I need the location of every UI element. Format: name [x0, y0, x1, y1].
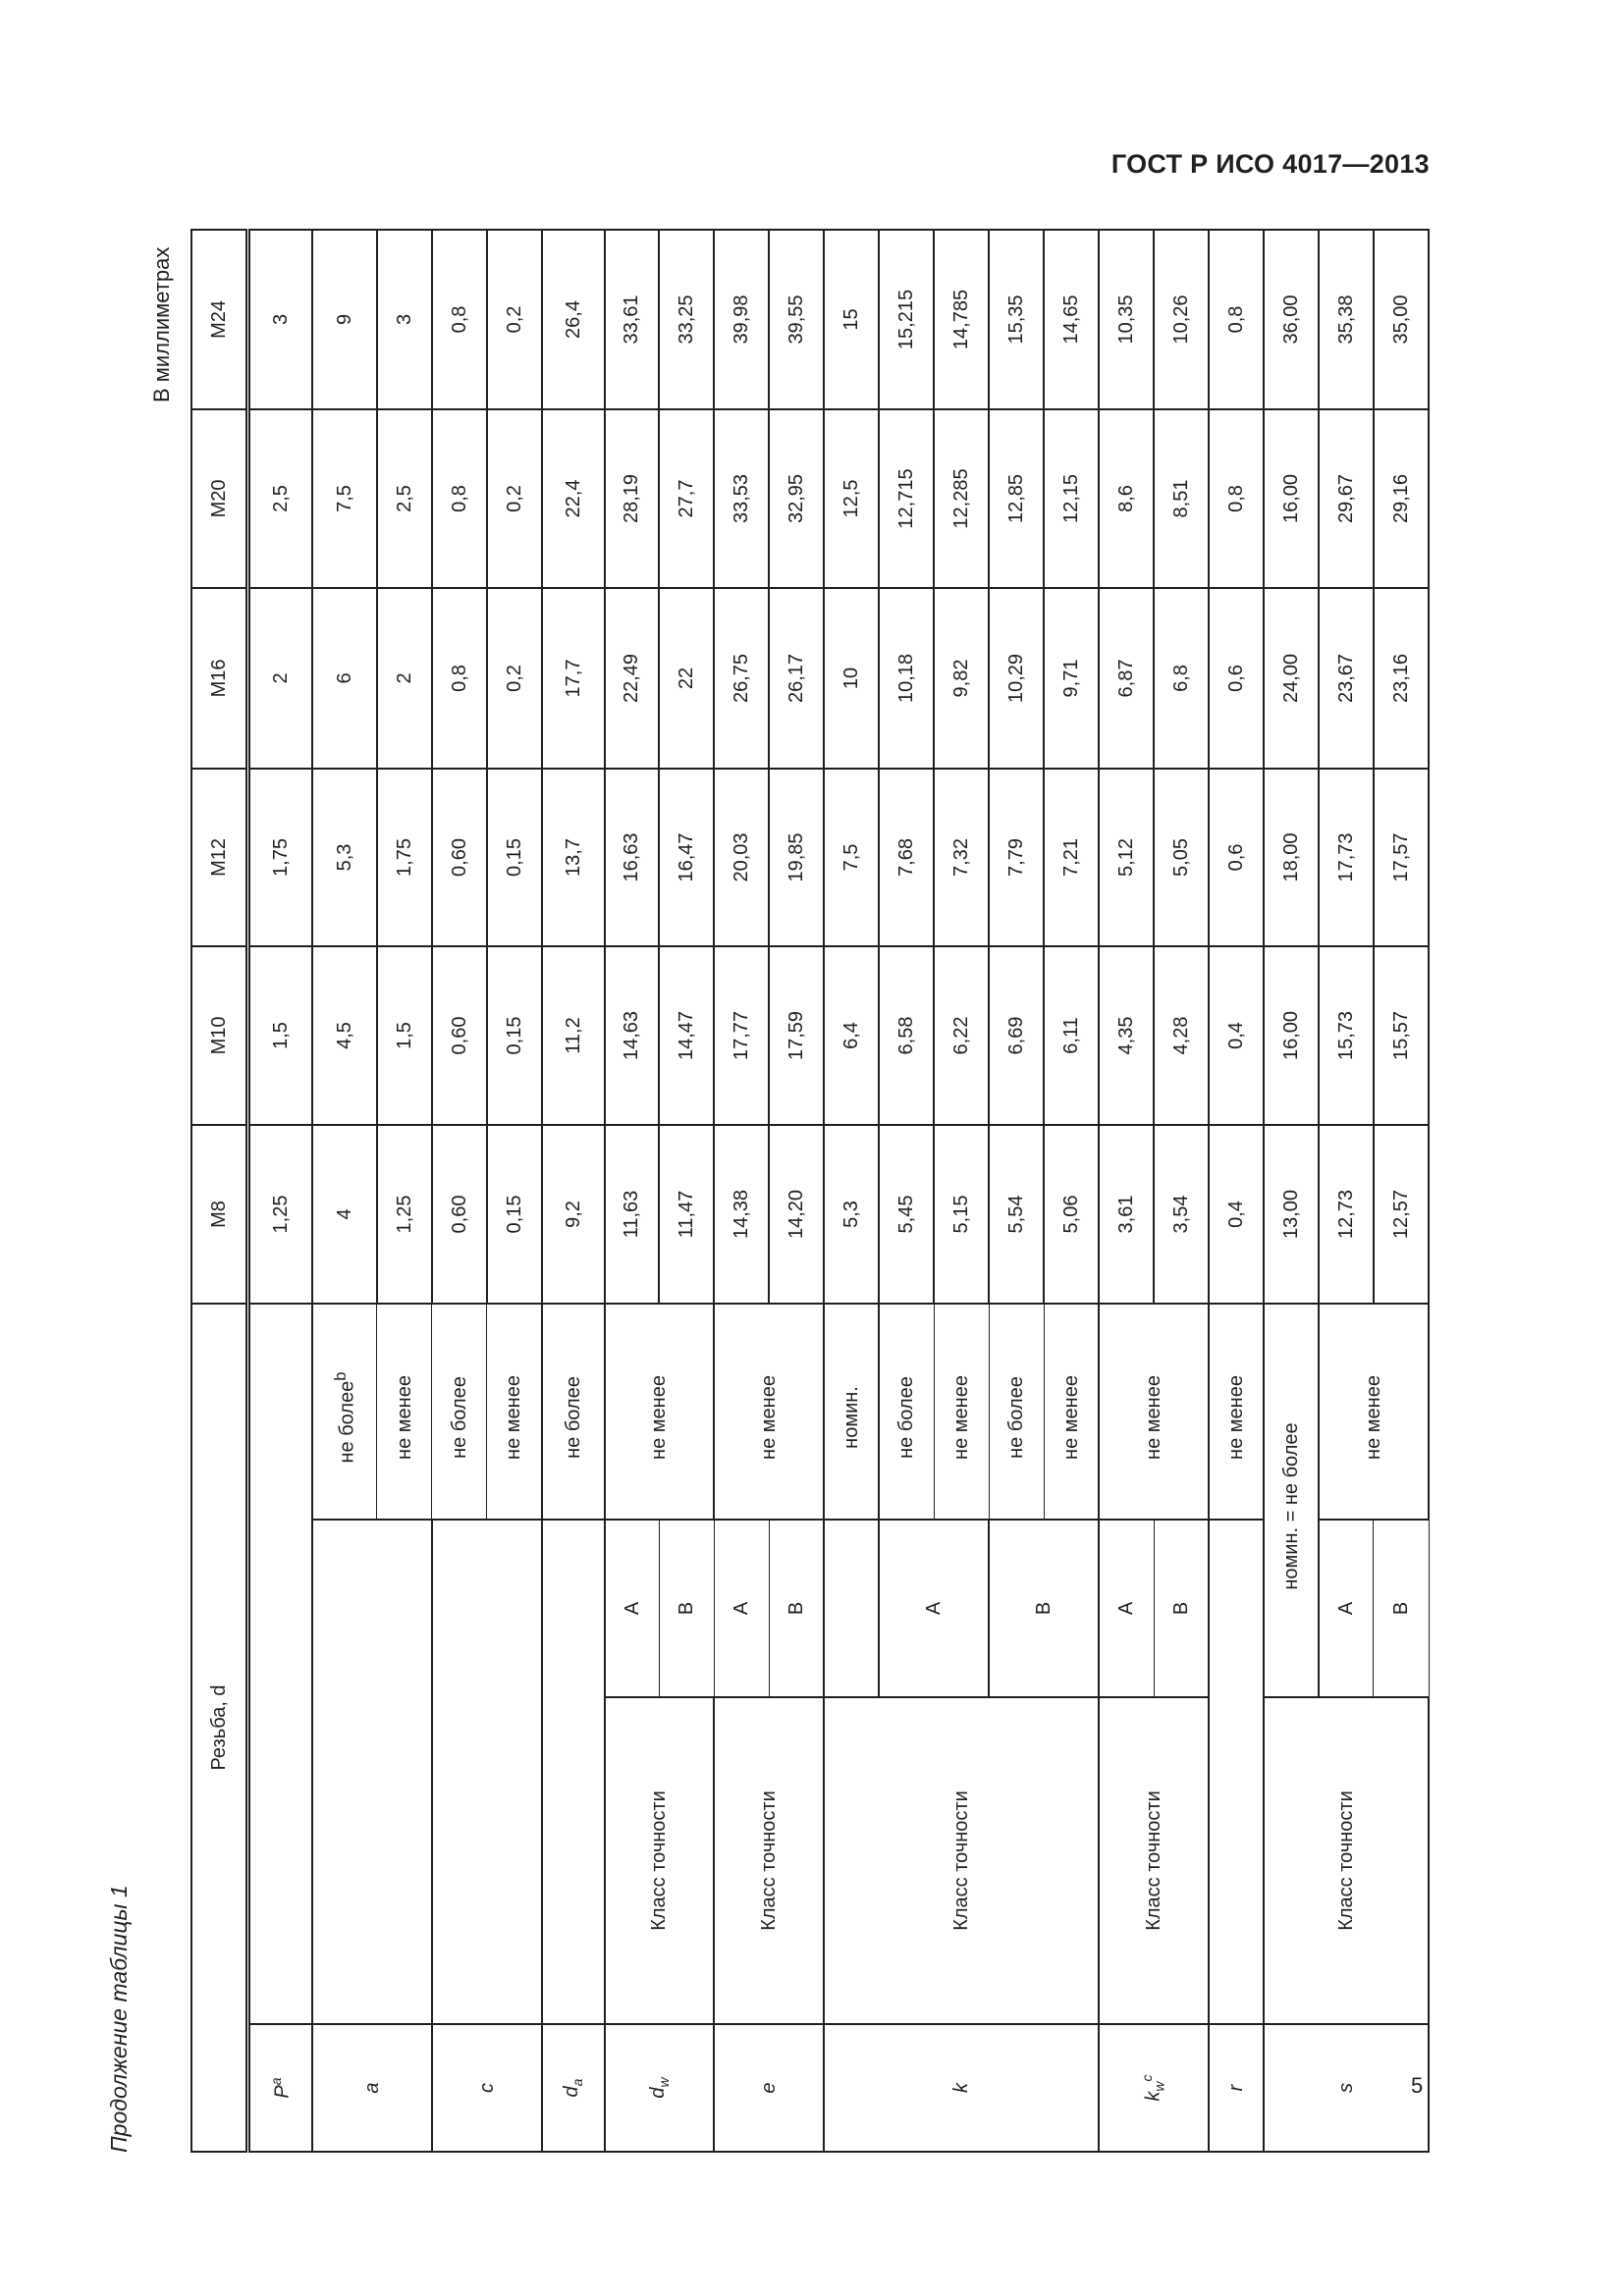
limit-label: номин. = не более: [1264, 1304, 1319, 1697]
cell: 12,57: [1374, 1125, 1429, 1304]
col-m10: M10: [191, 946, 248, 1125]
cell: 0,15: [487, 769, 542, 946]
cell: 3: [377, 230, 432, 409]
cell: 2: [248, 588, 313, 769]
class-b: B: [659, 1520, 714, 1697]
cell: 0,8: [1209, 230, 1264, 409]
cell: 13,00: [1264, 1125, 1319, 1304]
col-m12: M12: [191, 769, 248, 946]
cell: 10: [824, 588, 879, 769]
cell: 13,7: [542, 769, 605, 946]
cell: 6,87: [1099, 588, 1154, 769]
cell: 24,00: [1264, 588, 1319, 769]
cell: 2: [377, 588, 432, 769]
units-note: В миллиметрах: [149, 246, 174, 402]
cell: 0,6: [1209, 769, 1264, 946]
cell: 7,32: [934, 769, 989, 946]
class-a: A: [1099, 1520, 1154, 1697]
cell: 5,45: [879, 1125, 934, 1304]
cell: 26,75: [714, 588, 769, 769]
cell: 36,00: [1264, 230, 1319, 409]
cell: 17,77: [714, 946, 769, 1125]
cell: 4,5: [312, 946, 377, 1125]
thread-header: [191, 1304, 248, 2152]
row-k-nom-class: [824, 1520, 879, 1697]
limit-label: не менее: [1099, 1304, 1209, 1520]
limit-label: не более: [989, 1304, 1044, 1520]
cell: 4,35: [1099, 946, 1154, 1125]
symbol-p: $P^a$: [248, 2024, 313, 2152]
cell: 12,715: [879, 409, 934, 588]
cell: 0,8: [432, 588, 487, 769]
cell: 0,4: [1209, 946, 1264, 1125]
symbol-dw: $d_w$: [605, 2024, 715, 2152]
cell: 12,15: [1044, 409, 1099, 588]
cell: 2,5: [377, 409, 432, 588]
cell: 14,38: [714, 1125, 769, 1304]
cell: 19,85: [769, 769, 824, 946]
cell: 2,5: [248, 409, 313, 588]
cell: 0,8: [432, 230, 487, 409]
cell: 17,7: [542, 588, 605, 769]
class-b: B: [769, 1520, 824, 1697]
cell: 11,2: [542, 946, 605, 1125]
cell: 0,6: [1209, 588, 1264, 769]
cell: 18,00: [1264, 769, 1319, 946]
limit-label: не менее: [1044, 1304, 1099, 1520]
symbol-s: s: [1264, 2024, 1429, 2152]
limit-label: не более: [432, 1304, 487, 1520]
table-header-row: [191, 230, 248, 2152]
limit-label: не более$^b$: [312, 1304, 377, 1520]
cell: 5,15: [934, 1125, 989, 1304]
cell: 33,53: [714, 409, 769, 588]
cell: 27,7: [659, 409, 714, 588]
col-m16: M16: [191, 588, 248, 769]
cell: 7,5: [312, 409, 377, 588]
cell: 12,285: [934, 409, 989, 588]
row-p: [248, 230, 313, 2152]
cell: 1,25: [377, 1125, 432, 1304]
cell: 0,4: [1209, 1125, 1264, 1304]
cell: 0,60: [432, 946, 487, 1125]
cell: 6,4: [824, 946, 879, 1125]
cell: 22,4: [542, 409, 605, 588]
cell: 8,6: [1099, 409, 1154, 588]
table-caption: Продолжение таблицы 1: [106, 1885, 132, 2153]
cell: 10,35: [1099, 230, 1154, 409]
row-r: [1209, 230, 1264, 2152]
cell: 5,12: [1099, 769, 1154, 946]
class-b: B: [1154, 1520, 1209, 1697]
cell: 0,8: [432, 409, 487, 588]
dimensions-table: [190, 229, 1430, 2153]
limit-label: не менее: [377, 1304, 432, 1520]
row-kw-a: [1099, 230, 1154, 2152]
cell: 5,05: [1154, 769, 1209, 946]
cell: 14,785: [934, 230, 989, 409]
row-p-spec: [248, 1304, 313, 2024]
limit-label: не более: [879, 1304, 934, 1520]
cell: 29,16: [1374, 409, 1429, 588]
cell: 10,26: [1154, 230, 1209, 409]
cell: 29,67: [1319, 409, 1374, 588]
cell: 22: [659, 588, 714, 769]
cell: 0,8: [1209, 409, 1264, 588]
cell: 12,5: [824, 409, 879, 588]
cell: 15,73: [1319, 946, 1374, 1125]
cell: 17,73: [1319, 769, 1374, 946]
cell: 26,4: [542, 230, 605, 409]
symbol-e: e: [714, 2024, 824, 2152]
limit-label: номин.: [824, 1304, 879, 1520]
standard-code: ГОСТ Р ИСО 4017—2013: [1110, 149, 1430, 179]
row-r-spec: [1209, 1520, 1264, 2024]
cell: 9,2: [542, 1125, 605, 1304]
cell: 4,28: [1154, 946, 1209, 1125]
cell: 6,58: [879, 946, 934, 1125]
cell: 6,11: [1044, 946, 1099, 1125]
cell: 14,63: [605, 946, 660, 1125]
cell: 4: [312, 1125, 377, 1304]
row-da: [542, 230, 605, 2152]
page-number: 5: [1411, 2073, 1424, 2098]
cell: 0,15: [487, 946, 542, 1125]
col-m8: M8: [191, 1125, 248, 1304]
cell: 22,49: [605, 588, 660, 769]
class-a: A: [879, 1520, 989, 1697]
limit-label: не менее: [1209, 1304, 1264, 1520]
dimensions-table-container: [190, 231, 1430, 2153]
cell: 16,00: [1264, 409, 1319, 588]
cell: 14,20: [769, 1125, 824, 1304]
cell: 0,15: [487, 1125, 542, 1304]
class-b: B: [1374, 1520, 1429, 1697]
cell: 3: [248, 230, 313, 409]
cell: 28,19: [605, 409, 660, 588]
cell: 10,18: [879, 588, 934, 769]
cell: 15: [824, 230, 879, 409]
limit-label: не менее: [934, 1304, 989, 1520]
col-m24: M24: [191, 230, 248, 409]
cell: 6: [312, 588, 377, 769]
class-a: A: [605, 1520, 660, 1697]
row-a-max: [312, 230, 377, 2152]
cell: 35,00: [1374, 230, 1429, 409]
cell: 3,54: [1154, 1125, 1209, 1304]
cell: 15,215: [879, 230, 934, 409]
row-dw-a: [605, 230, 660, 2152]
cell: 0,2: [487, 230, 542, 409]
class-a: A: [714, 1520, 769, 1697]
cell: 5,3: [824, 1125, 879, 1304]
symbol-da: $d_a$: [542, 2024, 605, 2152]
limit-label: не менее: [487, 1304, 542, 1520]
cell: 33,61: [605, 230, 660, 409]
class-group: Класс точности: [1099, 1697, 1209, 2024]
cell: 15,57: [1374, 946, 1429, 1125]
cell: 7,5: [824, 769, 879, 946]
cell: 1,5: [248, 946, 313, 1125]
col-m20: M20: [191, 409, 248, 588]
cell: 17,59: [769, 946, 824, 1125]
cell: 0,2: [487, 409, 542, 588]
cell: 1,25: [248, 1125, 313, 1304]
cell: 11,47: [659, 1125, 714, 1304]
cell: 9,71: [1044, 588, 1099, 769]
cell: 5,06: [1044, 1125, 1099, 1304]
limit-label: не менее: [605, 1304, 715, 1520]
cell: 23,67: [1319, 588, 1374, 769]
limit-label: не менее: [1319, 1304, 1429, 1520]
class-group: Класс точности: [605, 1697, 715, 2024]
row-s-nom: [1264, 230, 1319, 2152]
row-c-spec: [432, 1520, 542, 2024]
row-e-a: [714, 230, 769, 2152]
cell: 20,03: [714, 769, 769, 946]
row-da-spec: [542, 1520, 605, 2024]
cell: 6,22: [934, 946, 989, 1125]
cell: 12,73: [1319, 1125, 1374, 1304]
cell: 14,65: [1044, 230, 1099, 409]
cell: 0,60: [432, 769, 487, 946]
cell: 26,17: [769, 588, 824, 769]
cell: 12,85: [989, 409, 1044, 588]
thread-header-label: Резьба, d: [208, 1684, 230, 1771]
cell: 16,47: [659, 769, 714, 946]
cell: 7,68: [879, 769, 934, 946]
cell: 39,55: [769, 230, 824, 409]
limit-label: не менее: [714, 1304, 824, 1520]
cell: 0,60: [432, 1125, 487, 1304]
class-group: Класс точности: [824, 1697, 1099, 2024]
cell: 11,63: [605, 1125, 660, 1304]
cell: 17,57: [1374, 769, 1429, 946]
cell: 10,29: [989, 588, 1044, 769]
symbol-c: c: [432, 2024, 542, 2152]
class-b: B: [989, 1520, 1099, 1697]
symbol-kw: $k_w^c$: [1099, 2024, 1209, 2152]
cell: 1,75: [377, 769, 432, 946]
cell: 1,5: [377, 946, 432, 1125]
cell: 6,8: [1154, 588, 1209, 769]
class-group: Класс точности: [1264, 1697, 1429, 2024]
symbol-k: k: [824, 2024, 1099, 2152]
cell: 16,00: [1264, 946, 1319, 1125]
class-a: A: [1319, 1520, 1374, 1697]
cell: 7,79: [989, 769, 1044, 946]
cell: 7,21: [1044, 769, 1099, 946]
cell: 39,98: [714, 230, 769, 409]
cell: 6,69: [989, 946, 1044, 1125]
cell: 3,61: [1099, 1125, 1154, 1304]
cell: 8,51: [1154, 409, 1209, 588]
class-group: Класс точности: [714, 1697, 824, 2024]
cell: 23,16: [1374, 588, 1429, 769]
cell: 9,82: [934, 588, 989, 769]
cell: 35,38: [1319, 230, 1374, 409]
cell: 15,35: [989, 230, 1044, 409]
row-a-spec: [312, 1520, 432, 2024]
cell: 0,2: [487, 588, 542, 769]
cell: 1,75: [248, 769, 313, 946]
symbol-a: a: [312, 2024, 432, 2152]
cell: 5,54: [989, 1125, 1044, 1304]
cell: 5,3: [312, 769, 377, 946]
limit-label: не более: [542, 1304, 605, 1520]
cell: 16,63: [605, 769, 660, 946]
row-k-nom: [824, 230, 879, 2152]
symbol-r: r: [1209, 2024, 1264, 2152]
cell: 33,25: [659, 230, 714, 409]
cell: 14,47: [659, 946, 714, 1125]
cell: 9: [312, 230, 377, 409]
cell: 32,95: [769, 409, 824, 588]
row-c-max: [432, 230, 487, 2152]
